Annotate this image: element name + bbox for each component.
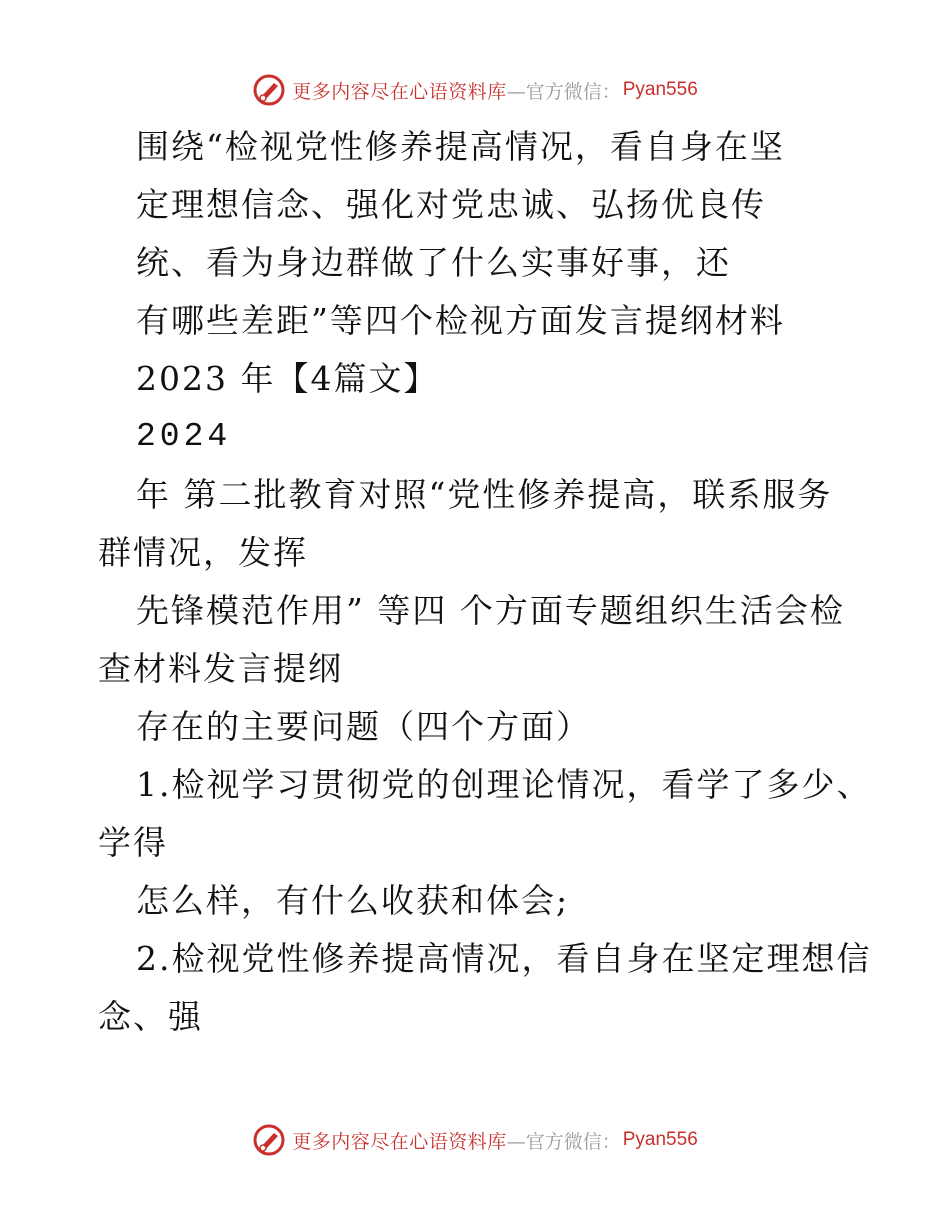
body-line: 2024 xyxy=(136,418,232,455)
body-line: 存在的主要问题（四个方面） xyxy=(136,707,591,746)
body-line: 念、强 xyxy=(98,997,203,1036)
body-line: 2023 年【4篇文】 xyxy=(136,359,439,398)
footer-watermark xyxy=(0,1120,950,1160)
body-line: 查材料发言提纲 xyxy=(98,649,343,688)
watermark-title: 更多内容尽在心语资料库 xyxy=(292,1130,507,1153)
body-line: 怎么样，有什么收获和体会; xyxy=(136,881,570,920)
body-line: 2.检视党性修养提高情况，看自身在坚定理想信 xyxy=(136,939,872,978)
watermark-wechat-id: Pyan556 xyxy=(622,1129,698,1150)
body-line: 学得 xyxy=(98,823,168,862)
watermark-title: 更多内容尽在心语资料库 xyxy=(292,80,507,103)
document-body xyxy=(98,118,898,1046)
header-watermark xyxy=(0,70,950,110)
body-line: 1.检视学习贯彻党的创理论情况，看学了多少、 xyxy=(136,765,872,804)
watermark-wechat-id: Pyan556 xyxy=(622,79,698,100)
body-line: 围绕“检视党性修养提高情况，看自身在坚 xyxy=(136,127,785,166)
watermark-label: —官方微信： xyxy=(506,1130,621,1153)
body-line: 年 第二批教育对照“党性修养提高，联系服务 xyxy=(136,475,833,514)
watermark-label: —官方微信： xyxy=(506,80,621,103)
body-line: 有哪些差距”等四个检视方面发言提纲材料 xyxy=(136,301,785,340)
body-line: 定理想信念、强化对党忠诚、弘扬优良传 xyxy=(136,185,766,224)
brush-logo-icon xyxy=(252,73,286,107)
body-line: 群情况，发挥 xyxy=(98,533,308,572)
body-line: 先锋模范作用” 等四 个方面专题组织生活会检 xyxy=(136,591,845,630)
body-line: 统、看为身边群做了什么实事好事，还 xyxy=(136,243,731,282)
brush-logo-icon xyxy=(252,1123,286,1157)
